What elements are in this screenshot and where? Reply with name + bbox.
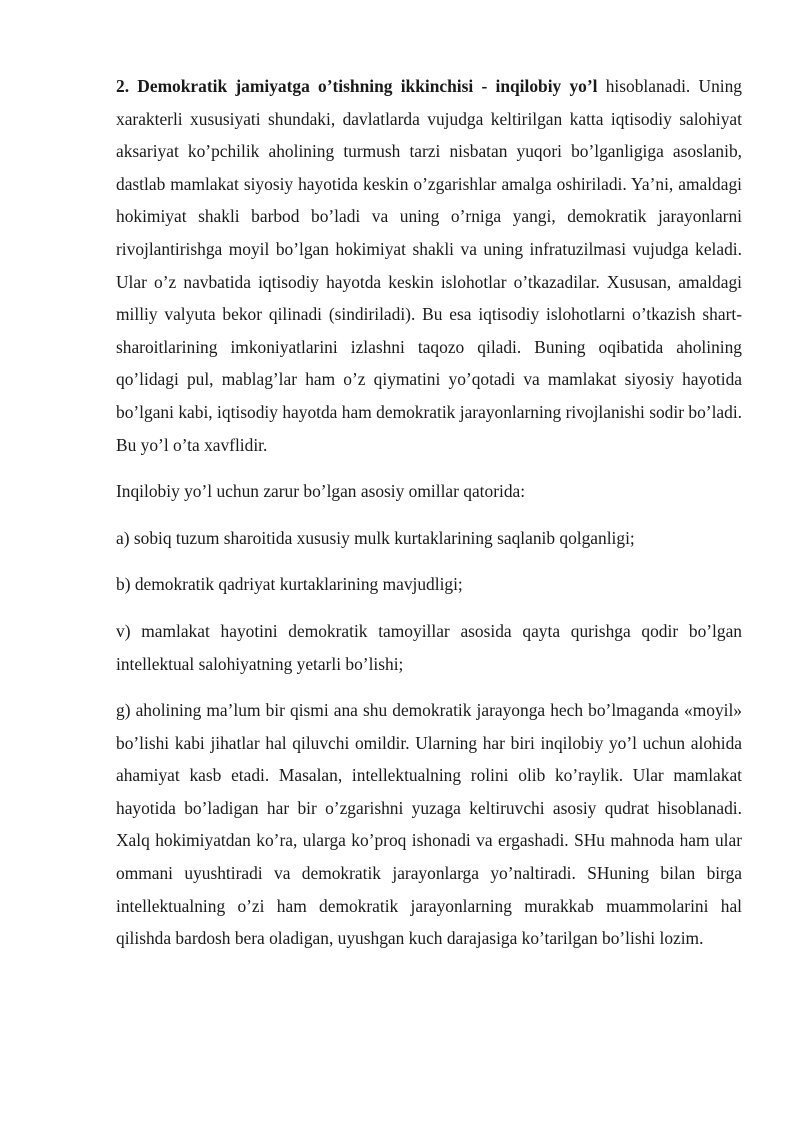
document-page: [116, 70, 742, 969]
list-item-v: v) mamlakat hayotini demokratik tamoyillar asosida qayta qurishga qodir bo’lgan intellektual salohiyatning yetarli bo’lishi;: [116, 620, 742, 674]
list-item-b: b) demokratik qadriyat kurtaklarining mavjudligi;: [116, 574, 463, 595]
paragraph-heading: 2. Demokratik jamiyatga o’tishning ikkinchisi - inqilobiy yo’l: [116, 76, 598, 96]
list-item-g: g) aholining ma’lum bir qismi ana shu demokratik jarayonga hech bo’lmaganda «moyil» bo’lishi kabi jihatlar hal qiluvchi omildir. Ularning har biri inqilobiy yo’l uchun alohida ahamiyat kasb etadi. Masalan, intellektualning rolini olib ko’raylik. Ular mamlakat hayotida bo’ladigan har bir o’zgarishni yuzaga keltiruvchi asosiy qudrat hisoblanadi. Xalq hokimiyatdan ko’ra, ularga ko’proq ishonadi va ergashadi. SHu mahnoda ham ular ommani uyushtiradi va demokratik jarayonlarga yo’naltiradi. SHuning bilan birga intellektualning o’zi ham demokratik jarayonlarning murakkab muammolarini hal qilishda bardosh bera oladigan, uyushgan kuch darajasiga ko’tarilgan bo’lishi lozim.: [116, 700, 742, 949]
list-item-a: a) sobiq tuzum sharoitida xususiy mulk kurtaklarining saqlanib qolganligi;: [116, 527, 635, 548]
paragraph-factors-intro: Inqilobiy yo’l uchun zarur bo’lgan asosiy omillar qatorida:: [116, 481, 526, 502]
paragraph-revolutionary-path: [116, 70, 742, 461]
paragraph-body: hisoblanadi. Uning xarakterli xususiyati shundaki, davlatlarda vujudga keltirilgan katta iqtisodiy salohiyat aksariyat ko’pchilik aholining turmush tarzi nisbatan yuqori bo’lganligiga asoslanib, dastlab mamlakat siyosiy hayotida keskin o’zgarishlar amalga oshiriladi. Ya’ni, amaldagi hokimiyat shakli barbod bo’ladi va uning o’rniga yangi, demokratik jarayonlarni rivojlantirishga moyil bo’lgan hokimiyat shakli va uning infratuzilmasi vujudga keladi. Ular o’z navbatida iqtisodiy hayotda keskin islohotlar o’tkazadilar. Xususan, amaldagi milliy valyuta bekor qilinadi (sindiriladi). Bu esa iqtisodiy islohotlarni o’tkazish shart-sharoitlarining imkoniyatlarini izlashni taqozo qiladi. Buning oqibatida aholining qo’lidagi pul, mablag’lar ham o’z qiymatini yo’qotadi va mamlakat siyosiy hayotida bo’lgani kabi, iqtisodiy hayotda ham demokratik jarayonlarning rivojlanishi sodir bo’ladi. Bu yo’l o’ta xavflidir.: [116, 76, 742, 455]
